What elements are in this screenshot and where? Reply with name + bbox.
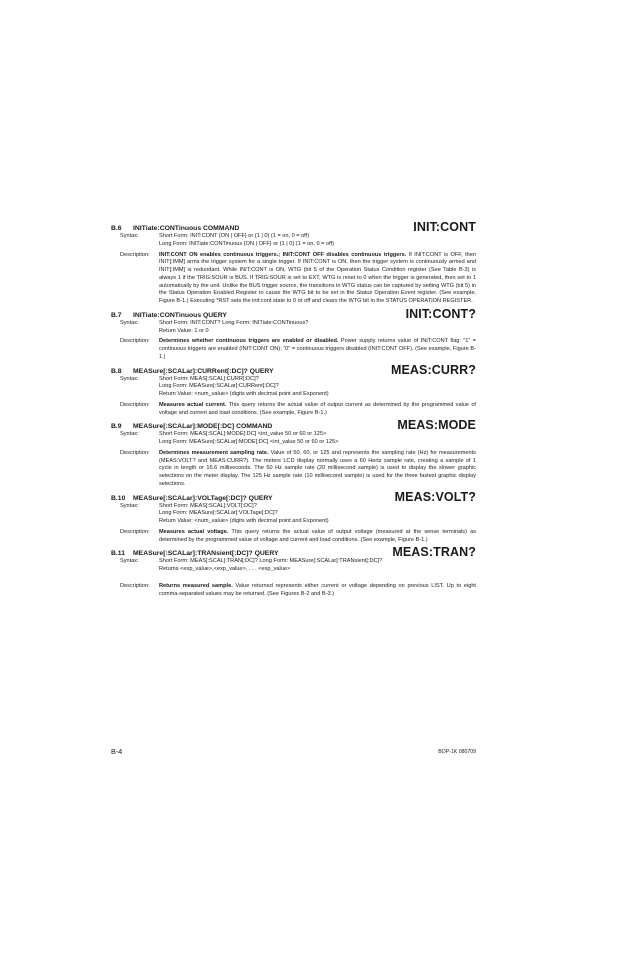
section-heading bbox=[111, 489, 476, 503]
description-text: Value returned represents either current or voltage depending on previous LIST. Up to eight comma-separated values may be returned. (See Figures B-2 and B-3.) bbox=[159, 582, 476, 597]
section-b9 bbox=[111, 417, 476, 488]
section-b7 bbox=[111, 306, 476, 362]
section-title: MEASure[:SCALar]:CURRent[:DC]? QUERY bbox=[133, 367, 274, 375]
description-lead: Returns measured sample. bbox=[159, 582, 233, 589]
description-label: Description: bbox=[120, 582, 150, 589]
page-number: B-4 bbox=[111, 747, 123, 756]
page-content bbox=[111, 219, 476, 598]
section-number: B.6 bbox=[111, 225, 122, 232]
description-lead: Measures actual voltage. bbox=[159, 528, 229, 535]
description-row bbox=[111, 252, 476, 306]
description-lead: Determines whether continuous triggers are enabled or disabled. bbox=[159, 338, 339, 345]
syntax-line: Short Form: INIT:CONT? Long Form: INITiate:CONTinuous? bbox=[159, 319, 309, 326]
description-label: Description: bbox=[120, 401, 150, 408]
section-number: B.11 bbox=[111, 550, 125, 558]
syntax-line: Short Form: MEAS[:SCAL]:VOLT[:DC]? bbox=[159, 502, 257, 509]
command-mnemonic: MEAS:VOLT? bbox=[394, 489, 476, 504]
syntax-label: Syntax: bbox=[120, 431, 139, 438]
description-row bbox=[111, 583, 476, 599]
section-b8 bbox=[111, 362, 476, 418]
description-row bbox=[111, 338, 476, 361]
syntax-label: Syntax: bbox=[120, 558, 139, 565]
section-number: B.9 bbox=[111, 423, 122, 431]
command-mnemonic: INIT:CONT bbox=[413, 220, 476, 234]
command-mnemonic: INIT:CONT? bbox=[405, 306, 476, 321]
syntax-line: Return Value: 1 or 0 bbox=[159, 327, 209, 334]
section-number: B.7 bbox=[111, 311, 122, 319]
section-number: B.8 bbox=[111, 367, 122, 375]
syntax-line: Long Form: MEASure[:SCALar]:CURRent[:DC]? bbox=[159, 383, 279, 390]
section-heading bbox=[111, 306, 476, 320]
description-label: Description: bbox=[120, 449, 150, 456]
section-heading bbox=[111, 417, 476, 431]
syntax-line: Short Form: MEAS[:SCAL]:MODE[:DC] <int_value 50 or 60 or 125> bbox=[159, 431, 327, 438]
syntax-line: Long Form: MEASure[:SCALar]:VOLTage[:DC]? bbox=[159, 510, 278, 517]
section-title: MEASure[:SCALar]:MODE[:DC] COMMAND bbox=[133, 423, 273, 431]
description-lead: Measures actual current. bbox=[159, 401, 227, 408]
description-text: Power supply returns value of INIT:CONT flag: “1” = continuous triggers are enabled (INIT:CONT ON); “0” = continuous triggers disabled (INIT:CONT OFF). (See example, Figure B-1.) bbox=[159, 338, 476, 360]
description-lead: INIT:CONT ON enables continuous triggers.; INIT:CONT OFF disables continuous triggers. bbox=[159, 251, 407, 258]
description-row bbox=[111, 450, 476, 489]
syntax-row bbox=[111, 431, 476, 447]
section-title: MEASure[:SCALar]:VOLTage[:DC]? QUERY bbox=[133, 494, 273, 502]
section-title: MEASure[:SCALar]:TRANsient[:DC]? QUERY bbox=[133, 550, 279, 558]
description-row bbox=[111, 529, 476, 545]
syntax-row bbox=[111, 320, 476, 336]
section-b10 bbox=[111, 489, 476, 545]
section-title: INITiate:CONTinuous COMMAND bbox=[133, 225, 240, 232]
syntax-line: Returns <exp_value>,<exp_value>, . . . <exp_value> bbox=[159, 566, 291, 572]
syntax-line: Long Form: INITiate:CONTinuous {ON | OFF} or {1 | 0} (1 = on, 0 = off) bbox=[159, 240, 334, 247]
command-mnemonic: MEAS:TRAN? bbox=[392, 545, 476, 560]
syntax-label: Syntax: bbox=[120, 319, 139, 326]
syntax-line: Return Value: <num_value> (digits with decimal point and Exponent) bbox=[159, 518, 329, 524]
description-row bbox=[111, 402, 476, 418]
description-text: Value of 50, 60, or 125 and represents the sampling rate (Hz) for measurements (MEAS:VOLT? and MEAS:CURR?). The meters LCD display normally uses a 60 Hertz sample rate, creating a sample of 1 cycle in length or 16.6 milliseconds. The 50 Hz sample rate (20 millisecond sample) is used to display the slower graphic selections on the meter display, The 125 Hz sample rate (10 millisecond sample) is used for the three fastest graphic display selections. bbox=[159, 449, 476, 487]
syntax-line: Short Form: MEAS[:SCAL]:CURR[:DC]? bbox=[159, 375, 259, 382]
syntax-row bbox=[111, 558, 476, 574]
section-b6 bbox=[111, 219, 476, 306]
description-label: Description: bbox=[120, 528, 150, 535]
section-heading bbox=[111, 219, 476, 233]
description-text: If INIT:CONT is OFF, then INIT[:IMM] arms the trigger system for a single trigger. If INIT:CONT is ON, then the trigger system is continuously armed and INIT[:IMM] is redundant. While INIT:CONT is ON, WTG (bit 5 of the Operation Status Condition register (See Table B-3) is always 1 if the TRIG:SOUR is BUS. If TRIG:SOUR is set to EXT, WTG is reset to 0 when the trigger is generated, then set to 1 automatically by the unit. Unlike the BUS trigger source, the transitions in WTG status can be captured by setting WTG (bit 5) in the Status Operation Enabled Register to cause the WTG bit to be set in the Status Operation Event register. (See example, Figure B-1.) Executing *RST sets the init:cont state to 0 or off and clears the WTG bit in the STATUS OPERATION REGISTER. bbox=[159, 251, 476, 304]
description-label: Description: bbox=[120, 338, 150, 345]
description-text: This query returns the actual value of output current as determined by the programmed value of voltage and current and load conditions. (See example, Figure B-1.) bbox=[159, 401, 476, 416]
syntax-line: Return Value: <num_value> (digits with decimal point and Exponent) bbox=[159, 391, 329, 397]
syntax-line: Short Form: MEAS[:SCAL]:TRAN[:DC]? Long Form: MEASure[:SCALar]:TRANsient[:DC]? bbox=[159, 558, 383, 565]
syntax-label: Syntax: bbox=[120, 375, 139, 382]
syntax-row bbox=[111, 503, 476, 526]
section-heading bbox=[111, 544, 476, 558]
syntax-line: Short Form: INIT:CONT {ON | OFF} or {1 | 0} (1 = on, 0 = off) bbox=[159, 233, 310, 239]
command-mnemonic: MEAS:CURR? bbox=[390, 362, 476, 377]
description-lead: Determines measurement sampling rate. bbox=[159, 449, 269, 456]
description-text: This query returns the actual value of output voltage (measured at the sense terminals) as determined by the programmed value of voltage and current and load conditions. (See example, Figure B-1.) bbox=[159, 528, 477, 543]
syntax-row bbox=[111, 233, 476, 249]
section-b11 bbox=[111, 544, 476, 598]
syntax-line: Long Form: MEASure[:SCALar]:MODE[:DC] <int_value 50 or 60 or 125> bbox=[159, 439, 339, 445]
document-id: BOP-1K 080709 bbox=[438, 749, 476, 755]
command-mnemonic: MEAS:MODE bbox=[397, 418, 476, 433]
section-title: INITiate:CONTinuous QUERY bbox=[133, 311, 227, 319]
description-label: Description: bbox=[120, 251, 150, 258]
section-number: B.10 bbox=[111, 494, 126, 502]
syntax-row bbox=[111, 376, 476, 399]
syntax-label: Syntax: bbox=[120, 233, 139, 239]
syntax-label: Syntax: bbox=[120, 502, 139, 509]
section-heading bbox=[111, 362, 476, 376]
